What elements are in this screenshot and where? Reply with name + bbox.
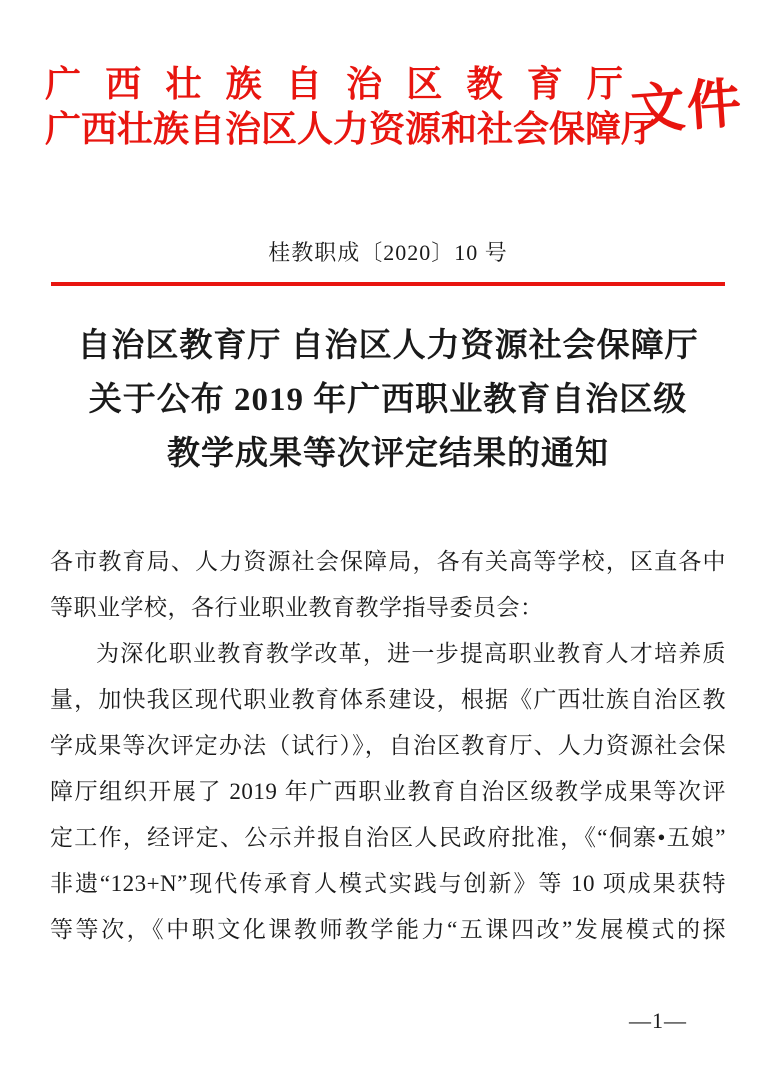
letterhead <box>0 0 776 152</box>
paragraph-line: 学成果等次评定办法（试行）》，自治区教育厅、人力资源社会保 <box>50 733 726 758</box>
paragraph-line: 为深化职业教育教学改革，进一步提高职业教育人才培养质 <box>96 641 726 666</box>
paragraph-line: 等等次，《中职文化课教师教学能力“五课四改”发展模式的探 <box>50 917 726 942</box>
salutation-line: 等职业学校，各行业职业教育教学指导委员会： <box>50 595 544 620</box>
document-type-stamp: 文件 <box>629 73 745 141</box>
document-number: 桂教职成〔2020〕10 号 <box>268 240 508 265</box>
page-number: —1— <box>629 1008 687 1033</box>
issuer-line-1: 广西壮族自治区教育厅 <box>45 64 623 104</box>
issuer-lines <box>45 62 658 152</box>
document-body <box>50 539 726 953</box>
issuer-line-2: 广西壮族自治区人力资源和社会保障厅 <box>45 109 658 149</box>
red-divider-line <box>51 282 725 286</box>
salutation-line: 各市教育局、人力资源社会保障局，各有关高等学校，区直各中 <box>50 549 726 574</box>
title-line-1: 自治区教育厅 自治区人力资源社会保障厅 <box>77 328 699 364</box>
paragraph-line: 障厅组织开展了 2019 年广西职业教育自治区级教学成果等次评 <box>50 779 726 804</box>
document-title <box>0 319 776 481</box>
paragraph-line: 量，加快我区现代职业教育体系建设，根据《广西壮族自治区教 <box>50 687 726 712</box>
title-line-3: 教学成果等次评定结果的通知 <box>167 436 609 472</box>
title-line-2: 关于公布 2019 年广西职业教育自治区级 <box>88 382 688 418</box>
paragraph-line: 非遗“123+N”现代传承育人模式实践与创新》等 10 项成果获特 <box>50 871 726 896</box>
paragraph-line: 定工作，经评定、公示并报自治区人民政府批准，《“侗寨•五娘” <box>50 825 726 850</box>
